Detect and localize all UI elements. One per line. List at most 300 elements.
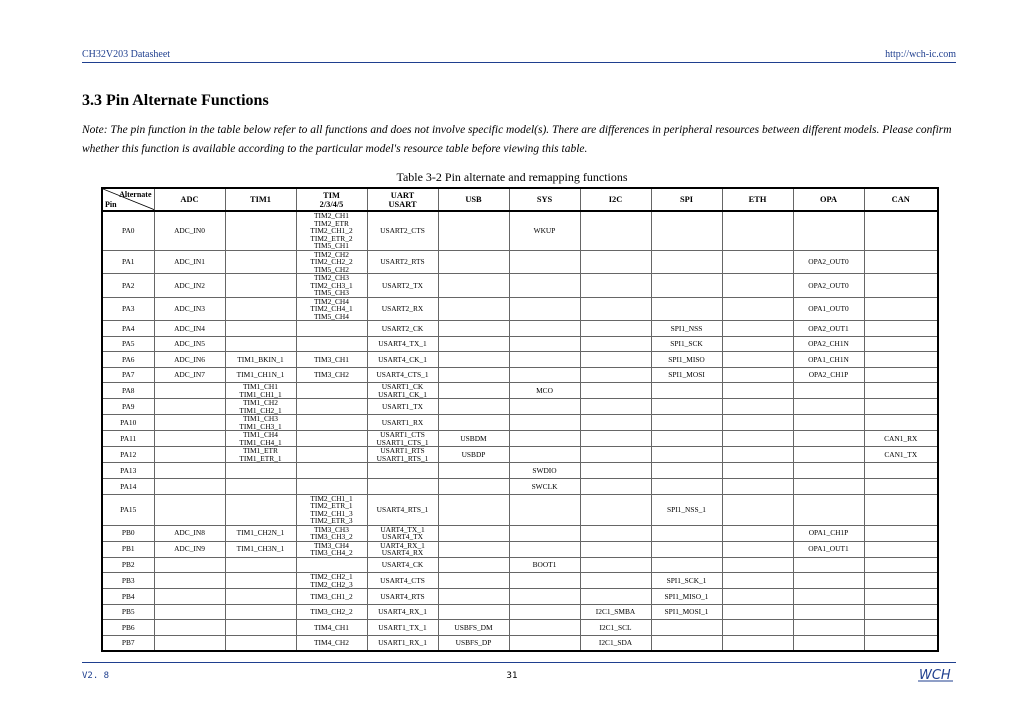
function-cell: TIM3_CH4 TIM3_CH4_2	[296, 541, 367, 557]
table-row	[102, 415, 938, 431]
function-cell	[651, 274, 722, 298]
pin-name-cell: PA1	[102, 250, 154, 274]
function-cell: ADC_IN3	[154, 297, 225, 321]
function-cell	[154, 589, 225, 605]
function-cell	[438, 297, 509, 321]
function-cell: USART4_TX_1	[367, 336, 438, 352]
function-cell	[225, 635, 296, 651]
function-cell	[509, 367, 580, 383]
function-cell	[580, 367, 651, 383]
pin-name-cell: PB1	[102, 541, 154, 557]
function-cell	[296, 478, 367, 494]
function-cell	[509, 250, 580, 274]
function-cell	[793, 447, 864, 463]
column-header: ADC	[154, 188, 225, 211]
function-cell	[793, 383, 864, 399]
function-cell	[580, 336, 651, 352]
function-cell: USART4_CK	[367, 557, 438, 573]
function-cell	[793, 463, 864, 479]
function-cell	[651, 635, 722, 651]
function-cell	[722, 620, 793, 636]
function-cell	[722, 463, 793, 479]
function-cell	[580, 447, 651, 463]
function-cell	[864, 635, 938, 651]
function-cell: TIM3_CH3 TIM3_CH3_2	[296, 525, 367, 541]
function-cell: TIM2_CH1 TIM2_ETR TIM2_CH1_2 TIM2_ETR_2 TIM5_CH1	[296, 211, 367, 250]
function-cell	[225, 573, 296, 589]
function-cell: USART1_RX	[367, 415, 438, 431]
function-cell	[722, 447, 793, 463]
function-cell: TIM2_CH1_1 TIM2_ETR_1 TIM2_CH1_3 TIM2_ETR_3	[296, 494, 367, 525]
function-cell: SPI1_NSS_1	[651, 494, 722, 525]
function-cell	[296, 399, 367, 415]
function-cell	[651, 541, 722, 557]
function-cell	[438, 525, 509, 541]
table-row	[102, 494, 938, 525]
function-cell	[864, 383, 938, 399]
function-cell	[651, 478, 722, 494]
function-cell: USART4_RTS	[367, 589, 438, 605]
function-cell	[651, 463, 722, 479]
table-row	[102, 211, 938, 250]
function-cell: TIM3_CH1	[296, 352, 367, 368]
function-cell	[296, 431, 367, 447]
function-cell: USART2_RX	[367, 297, 438, 321]
function-cell	[580, 274, 651, 298]
function-cell: TIM1_CH1 TIM1_CH1_1	[225, 383, 296, 399]
pin-name-cell: PB7	[102, 635, 154, 651]
function-cell	[296, 415, 367, 431]
function-cell: OPA2_CH1P	[793, 367, 864, 383]
function-cell	[793, 620, 864, 636]
corner-label-pin: Pin	[105, 200, 117, 209]
function-cell	[580, 431, 651, 447]
function-cell	[154, 573, 225, 589]
function-cell	[864, 250, 938, 274]
function-cell	[154, 478, 225, 494]
function-cell	[225, 589, 296, 605]
table-row	[102, 274, 938, 298]
table-row	[102, 557, 938, 573]
function-cell	[864, 399, 938, 415]
function-cell: OPA2_OUT0	[793, 250, 864, 274]
function-cell	[722, 541, 793, 557]
pin-name-cell: PA12	[102, 447, 154, 463]
function-cell	[438, 604, 509, 620]
function-cell	[438, 463, 509, 479]
function-cell	[509, 573, 580, 589]
function-cell	[651, 250, 722, 274]
function-cell: TIM4_CH1	[296, 620, 367, 636]
table-row	[102, 478, 938, 494]
section-title: 3.3 Pin Alternate Functions	[82, 92, 269, 109]
function-cell	[722, 321, 793, 337]
pin-name-cell: PB0	[102, 525, 154, 541]
footer-divider	[82, 662, 956, 663]
function-cell	[722, 367, 793, 383]
function-cell	[438, 415, 509, 431]
function-cell	[864, 211, 938, 250]
function-cell	[296, 383, 367, 399]
function-cell	[509, 604, 580, 620]
function-cell	[438, 211, 509, 250]
function-cell	[225, 321, 296, 337]
function-cell: MCO	[509, 383, 580, 399]
function-cell	[793, 431, 864, 447]
function-cell	[509, 399, 580, 415]
function-cell	[722, 250, 793, 274]
table-row	[102, 573, 938, 589]
table-caption: Table 3-2 Pin alternate and remapping functions	[396, 170, 628, 184]
table-row	[102, 399, 938, 415]
function-cell	[722, 399, 793, 415]
function-cell	[793, 399, 864, 415]
function-cell: TIM1_CH3N_1	[225, 541, 296, 557]
pin-name-cell: PB4	[102, 589, 154, 605]
column-header: TIM1	[225, 188, 296, 211]
function-cell: USART4_CK_1	[367, 352, 438, 368]
wch-logo	[918, 666, 954, 687]
function-cell	[651, 431, 722, 447]
function-cell: I2C1_SDA	[580, 635, 651, 651]
function-cell	[722, 431, 793, 447]
function-cell: USART2_CTS	[367, 211, 438, 250]
function-cell	[793, 557, 864, 573]
function-cell	[793, 415, 864, 431]
function-cell: SWCLK	[509, 478, 580, 494]
function-cell	[651, 557, 722, 573]
function-cell	[580, 589, 651, 605]
function-cell: CAN1_TX	[864, 447, 938, 463]
pin-name-cell: PA4	[102, 321, 154, 337]
function-cell	[225, 211, 296, 250]
pin-name-cell: PA0	[102, 211, 154, 250]
pin-name-cell: PA14	[102, 478, 154, 494]
function-cell	[722, 415, 793, 431]
function-cell	[864, 274, 938, 298]
function-cell	[438, 367, 509, 383]
function-cell	[651, 620, 722, 636]
function-cell: ADC_IN1	[154, 250, 225, 274]
function-cell: ADC_IN2	[154, 274, 225, 298]
function-cell: OPA1_CH1P	[793, 525, 864, 541]
pin-name-cell: PA3	[102, 297, 154, 321]
function-cell	[225, 478, 296, 494]
table-body	[102, 211, 938, 651]
function-cell	[438, 352, 509, 368]
function-cell	[793, 635, 864, 651]
function-cell	[864, 589, 938, 605]
pin-name-cell: PA15	[102, 494, 154, 525]
function-cell: ADC_IN5	[154, 336, 225, 352]
pin-name-cell: PB6	[102, 620, 154, 636]
function-cell: USART1_TX_1	[367, 620, 438, 636]
function-cell	[509, 494, 580, 525]
function-cell: SPI1_NSS	[651, 321, 722, 337]
function-cell: TIM2_CH3 TIM2_CH3_1 TIM5_CH3	[296, 274, 367, 298]
function-cell	[580, 399, 651, 415]
function-cell	[154, 431, 225, 447]
function-cell	[438, 589, 509, 605]
function-cell: USART2_TX	[367, 274, 438, 298]
function-cell	[864, 541, 938, 557]
function-cell	[438, 399, 509, 415]
function-cell	[438, 478, 509, 494]
function-cell: BOOT1	[509, 557, 580, 573]
function-cell: OPA1_OUT0	[793, 297, 864, 321]
pin-name-cell: PA10	[102, 415, 154, 431]
function-cell	[296, 447, 367, 463]
function-cell	[864, 557, 938, 573]
function-cell	[154, 463, 225, 479]
function-cell	[793, 604, 864, 620]
function-cell	[722, 589, 793, 605]
function-cell	[509, 525, 580, 541]
function-cell	[722, 274, 793, 298]
function-cell	[864, 297, 938, 321]
function-cell	[722, 336, 793, 352]
function-cell: I2C1_SCL	[580, 620, 651, 636]
function-cell	[722, 604, 793, 620]
function-cell	[651, 525, 722, 541]
column-header: TIM 2/3/4/5	[296, 188, 367, 211]
function-cell	[438, 494, 509, 525]
function-cell	[580, 415, 651, 431]
pin-name-cell: PB2	[102, 557, 154, 573]
pin-name-cell: PB5	[102, 604, 154, 620]
function-cell	[722, 525, 793, 541]
function-cell: TIM3_CH1_2	[296, 589, 367, 605]
function-cell	[509, 589, 580, 605]
function-cell	[864, 620, 938, 636]
function-cell	[580, 321, 651, 337]
function-cell	[367, 463, 438, 479]
function-cell	[367, 478, 438, 494]
pin-name-cell: PA9	[102, 399, 154, 415]
function-cell: OPA1_OUT1	[793, 541, 864, 557]
function-cell: USART4_RTS_1	[367, 494, 438, 525]
function-cell	[722, 383, 793, 399]
function-cell	[651, 415, 722, 431]
function-cell	[722, 297, 793, 321]
function-cell: ADC_IN0	[154, 211, 225, 250]
function-cell	[864, 321, 938, 337]
function-cell: TIM1_CH1N_1	[225, 367, 296, 383]
function-cell	[864, 463, 938, 479]
function-cell: USART2_CK	[367, 321, 438, 337]
function-cell: OPA2_OUT0	[793, 274, 864, 298]
function-cell: UART4_RX_1 USART4_RX	[367, 541, 438, 557]
pin-name-cell: PA7	[102, 367, 154, 383]
function-cell	[438, 541, 509, 557]
function-cell	[651, 383, 722, 399]
pin-name-cell: PA6	[102, 352, 154, 368]
function-cell	[580, 573, 651, 589]
table-header-row	[102, 188, 938, 211]
function-cell	[296, 321, 367, 337]
function-cell	[864, 336, 938, 352]
function-cell: USBFS_DP	[438, 635, 509, 651]
function-cell: USART2_RTS	[367, 250, 438, 274]
function-cell	[864, 415, 938, 431]
function-cell	[225, 463, 296, 479]
function-cell: ADC_IN8	[154, 525, 225, 541]
function-cell: TIM1_CH2 TIM1_CH2_1	[225, 399, 296, 415]
function-cell	[864, 604, 938, 620]
function-cell: ADC_IN9	[154, 541, 225, 557]
function-cell	[509, 635, 580, 651]
pin-name-cell: PA5	[102, 336, 154, 352]
function-cell: OPA2_CH1N	[793, 336, 864, 352]
function-cell: TIM2_CH2_1 TIM2_CH2_3	[296, 573, 367, 589]
function-cell	[580, 463, 651, 479]
function-cell	[651, 399, 722, 415]
table-row	[102, 431, 938, 447]
function-cell	[509, 431, 580, 447]
function-cell: OPA1_CH1N	[793, 352, 864, 368]
column-header: USB	[438, 188, 509, 211]
function-cell	[509, 321, 580, 337]
function-cell: I2C1_SMBA	[580, 604, 651, 620]
function-cell	[225, 604, 296, 620]
function-cell	[296, 463, 367, 479]
header-divider	[82, 62, 956, 63]
function-cell	[864, 367, 938, 383]
table-row	[102, 620, 938, 636]
function-cell: SPI1_MOSI	[651, 367, 722, 383]
corner-header	[102, 188, 154, 211]
table-row	[102, 447, 938, 463]
function-cell: SWDIO	[509, 463, 580, 479]
function-cell	[438, 321, 509, 337]
function-cell	[793, 589, 864, 605]
function-cell	[154, 604, 225, 620]
function-cell	[154, 635, 225, 651]
function-cell: USART4_CTS_1	[367, 367, 438, 383]
function-cell: ADC_IN7	[154, 367, 225, 383]
column-header: CAN	[864, 188, 938, 211]
function-cell: CAN1_RX	[864, 431, 938, 447]
function-cell	[296, 557, 367, 573]
function-cell	[580, 211, 651, 250]
table-row	[102, 297, 938, 321]
column-header: OPA	[793, 188, 864, 211]
function-cell: USBFS_DM	[438, 620, 509, 636]
doc-title: CH32V203 Datasheet	[82, 49, 171, 60]
function-cell: SPI1_MOSI_1	[651, 604, 722, 620]
pin-name-cell: PA13	[102, 463, 154, 479]
function-cell	[509, 541, 580, 557]
function-cell: USART1_RX_1	[367, 635, 438, 651]
function-cell	[154, 620, 225, 636]
function-cell: TIM2_CH4 TIM2_CH4_1 TIM5_CH4	[296, 297, 367, 321]
function-cell	[154, 494, 225, 525]
function-cell	[580, 541, 651, 557]
function-cell: USART4_RX_1	[367, 604, 438, 620]
pin-name-cell: PB3	[102, 573, 154, 589]
function-cell: TIM1_CH4 TIM1_CH4_1	[225, 431, 296, 447]
function-cell: USART1_CK USART1_CK_1	[367, 383, 438, 399]
function-cell	[438, 557, 509, 573]
logo-text: WCH	[919, 668, 951, 682]
function-cell: SPI1_MISO	[651, 352, 722, 368]
function-cell	[722, 573, 793, 589]
function-cell	[793, 573, 864, 589]
function-cell	[438, 383, 509, 399]
pin-name-cell: PA8	[102, 383, 154, 399]
table-row	[102, 604, 938, 620]
function-cell	[722, 494, 793, 525]
function-cell	[509, 620, 580, 636]
function-cell	[864, 573, 938, 589]
function-cell	[580, 352, 651, 368]
function-cell: TIM1_BKIN_1	[225, 352, 296, 368]
function-cell	[722, 635, 793, 651]
function-cell	[438, 274, 509, 298]
table-row	[102, 367, 938, 383]
function-cell	[580, 250, 651, 274]
pin-function-table	[101, 187, 939, 652]
function-cell	[225, 274, 296, 298]
corner-label-alternate: Alternate	[119, 190, 152, 199]
column-header: UART USART	[367, 188, 438, 211]
function-cell	[154, 447, 225, 463]
pin-name-cell: PA11	[102, 431, 154, 447]
function-cell	[154, 415, 225, 431]
column-header: ETH	[722, 188, 793, 211]
function-cell	[154, 383, 225, 399]
function-cell	[580, 494, 651, 525]
function-cell	[225, 336, 296, 352]
table-row	[102, 336, 938, 352]
table-row	[102, 541, 938, 557]
table-row	[102, 383, 938, 399]
function-cell: ADC_IN6	[154, 352, 225, 368]
function-cell	[509, 297, 580, 321]
function-cell	[225, 250, 296, 274]
table-row	[102, 525, 938, 541]
function-cell: TIM1_ETR TIM1_ETR_1	[225, 447, 296, 463]
function-cell	[651, 297, 722, 321]
table-row	[102, 635, 938, 651]
function-cell	[509, 415, 580, 431]
function-cell: TIM4_CH2	[296, 635, 367, 651]
function-cell: USART1_RTS USART1_RTS_1	[367, 447, 438, 463]
function-cell: UART4_TX_1 USART4_TX	[367, 525, 438, 541]
function-cell: WKUP	[509, 211, 580, 250]
table-row	[102, 321, 938, 337]
function-cell	[509, 336, 580, 352]
function-cell: TIM3_CH2_2	[296, 604, 367, 620]
function-cell	[793, 494, 864, 525]
function-cell	[580, 478, 651, 494]
function-cell: USART4_CTS	[367, 573, 438, 589]
version-label: V2. 8	[82, 671, 110, 681]
function-cell: TIM1_CH2N_1	[225, 525, 296, 541]
function-cell	[154, 399, 225, 415]
function-cell	[296, 336, 367, 352]
page-number: 31	[506, 671, 518, 681]
function-cell	[580, 383, 651, 399]
function-cell	[509, 447, 580, 463]
function-cell: USBDM	[438, 431, 509, 447]
function-cell: TIM2_CH2 TIM2_CH2_2 TIM5_CH2	[296, 250, 367, 274]
website-link[interactable]: http://wch-ic.com	[885, 49, 956, 60]
table-row	[102, 352, 938, 368]
function-cell	[509, 352, 580, 368]
function-cell	[580, 525, 651, 541]
function-cell	[651, 447, 722, 463]
